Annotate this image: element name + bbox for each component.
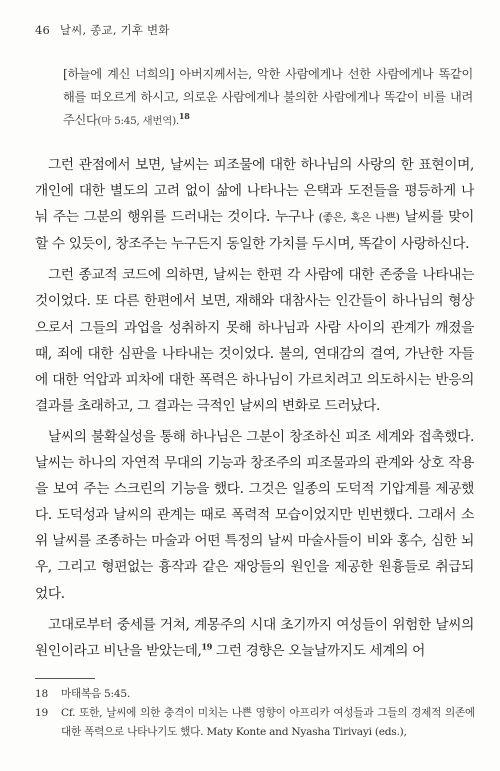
paragraph-1-text-b: 날씨를 맞이할 수 있듯이, 창조주는 누구든지 동일한 가치를 두시며, 똑같이 사랑하신다.	[35, 209, 474, 253]
paragraph-1-text-a: 그런 관점에서 보면, 날씨는 피조물에 대한 하나님의 사랑의 한 표현이며, 개인에 대한 별도의 고려 없이 삶에 나타나는 은택과 도전들을 평등하게 나눠 주는 그분의 행위를 드러내는 것이다. 누구나	[35, 157, 474, 226]
footnote-number: 19	[35, 707, 48, 719]
block-quote	[63, 63, 473, 132]
footnote-divider	[35, 678, 95, 679]
paragraph-2: 그런 종교적 코드에 의하면, 날씨는 한편 각 사람에 대한 존중을 나타내는 것이었다. 또 다른 한편에서 보면, 재해와 대참사는 인간들이 하나님의 형상으로서 그들의 과업을 성취하지 못해 하나님과 사람 사이의 관계가 깨졌을 때, 죄에 대한 심판을 나타내는 것이었다. 불의, 연대감의 결여, 가난한 자들에 대한 억압과 피차에 대한 폭력은 하나님이 가르치려고 의도하시는 반응의 결과를 초래하고, 그 결과는 극적인 날씨의 변화로 드러났다.	[35, 267, 474, 414]
page-number: 46	[35, 23, 51, 37]
quote-text: [하늘에 계신 너희의] 아버지께서는, 악한 사람에게나 선한 사람에게나 똑같이 해를 떠오르게 하시고, 의로운 사람에게나 불의한 사람에게나 똑같이 비를 내려 주신다	[63, 67, 473, 127]
paragraph-3: 날씨의 불확실성을 통해 하나님은 그분이 창조하신 피조 세계와 접촉했다. 날씨는 하나의 자연적 무대의 기능과 창조주의 피조물과의 관계와 상호 작용을 보여 주는 스크린의 기능을 했다. 그것은 일종의 도덕적 기압계를 제공했다. 도덕성과 날씨의 관계는 때로 폭력적 모습이었지만 빈번했다. 그래서 소위 날씨를 조종하는 마술과 어떤 특정의 날씨 마술사들이 비와 홍수, 심한 뇌우, 그리고 형편없는 흉작과 같은 재앙들의 원인을 제공한 원흉들로 취급되었다.	[35, 428, 474, 602]
footnote-text: Cf. 또한, 날씨에 의한 충격이 미치는 나쁜 영향이 아프리카 여성들과 그들의 경제적 의존에 대한 폭력으로 나타나기도 했다. Maty Konte and Nyasha Tirivayi (eds.),	[61, 707, 475, 738]
footnote-number: 18	[35, 688, 48, 700]
footnote	[35, 685, 475, 704]
paragraph-4-text-a: 고대로부터 중세를 거쳐, 계몽주의 시대 초기까지 여성들이 위험한 날씨의 원인이라고 비난을 받았는데,	[35, 616, 474, 659]
running-header	[35, 22, 170, 38]
quote-citation: (마 5:45, 새번역).	[97, 114, 179, 127]
footnote-ref-18[interactable]: 18	[178, 110, 190, 121]
running-title: 날씨, 종교, 기후 변화	[59, 23, 170, 37]
body-text	[35, 152, 474, 664]
footnote	[35, 704, 475, 742]
footnote-text: 마태복음 5:45.	[61, 688, 130, 700]
footnote-ref-19[interactable]: 19	[201, 641, 212, 652]
paragraph-4-text-b: 그런 경향은 오늘날까지도 세계의 어	[211, 642, 426, 659]
paragraph-1	[35, 152, 474, 257]
paragraph-1-aside: (좋은, 혹은 나쁜)	[318, 211, 400, 225]
footnotes	[35, 685, 475, 742]
paragraph-4	[35, 612, 474, 664]
